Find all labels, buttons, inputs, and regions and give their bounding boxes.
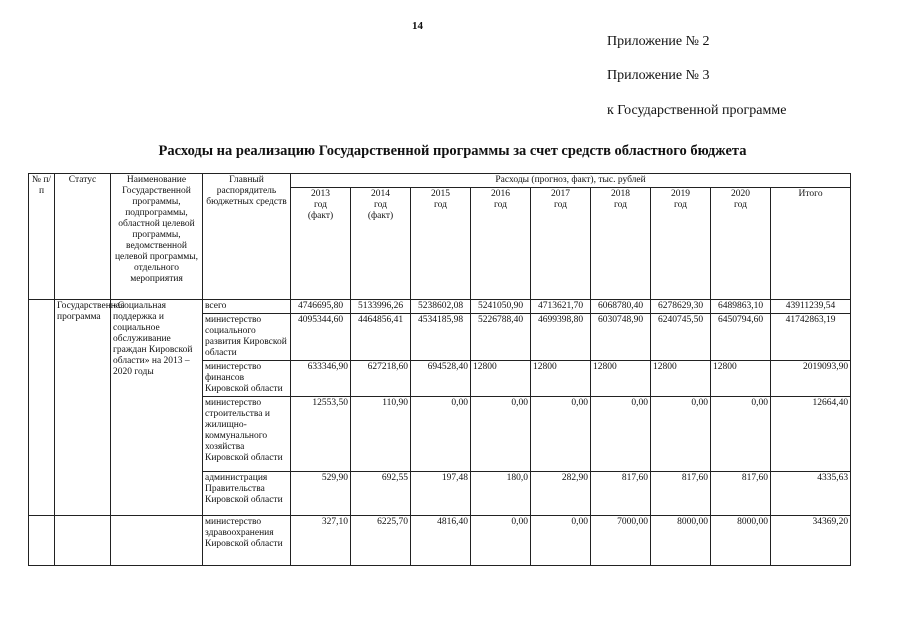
cell-value: 817,60 — [591, 472, 651, 516]
cell-manager: министерство строительства и жилищно-коммунального хозяйства Кировской области — [203, 397, 291, 472]
cell-value: 0,00 — [591, 397, 651, 472]
cell-value: 0,00 — [531, 397, 591, 472]
cell-manager: министерство социального развития Кировской области — [203, 314, 291, 361]
cell-value: 282,90 — [531, 472, 591, 516]
cell-value: 529,90 — [291, 472, 351, 516]
table-row — [29, 516, 851, 566]
cell-value: 0,00 — [471, 516, 531, 566]
table-row — [29, 300, 851, 314]
cell-total: 12664,40 — [771, 397, 851, 472]
cell-value: 6030748,90 — [591, 314, 651, 361]
header-num: № п/п — [29, 174, 55, 300]
cell-value: 6225,70 — [351, 516, 411, 566]
header-year-2015 — [411, 188, 471, 300]
header-year-2016 — [471, 188, 531, 300]
header-year-unit: год — [554, 200, 567, 210]
header-year-note: (факт) — [307, 211, 334, 221]
header-year-2017 — [531, 188, 591, 300]
cell-value: 8000,00 — [651, 516, 711, 566]
cell-value: 0,00 — [411, 397, 471, 472]
cell-value: 6489863,10 — [711, 300, 771, 314]
cell-value: 12800 — [531, 361, 591, 397]
header-year-unit: год — [374, 200, 387, 210]
cell-status: Государственная программа — [55, 300, 111, 516]
cell-value: 692,55 — [351, 472, 411, 516]
cell-total: 4335,63 — [771, 472, 851, 516]
cell-value: 4699398,80 — [531, 314, 591, 361]
cell-value: 327,10 — [291, 516, 351, 566]
cell-value: 4095344,60 — [291, 314, 351, 361]
cell-value: 12800 — [591, 361, 651, 397]
cell-value: 633346,90 — [291, 361, 351, 397]
header-year-unit: год — [494, 200, 507, 210]
header-year-unit: год — [734, 200, 747, 210]
cell-program-name — [111, 516, 203, 566]
cell-manager: министерство здравоохранения Кировской области — [203, 516, 291, 566]
cell-value: 817,60 — [651, 472, 711, 516]
cell-num — [29, 300, 55, 516]
cell-value: 5226788,40 — [471, 314, 531, 361]
cell-value: 0,00 — [471, 397, 531, 472]
cell-value: 12800 — [711, 361, 771, 397]
cell-value: 694528,40 — [411, 361, 471, 397]
header-year-unit: год — [314, 200, 327, 210]
cell-value: 8000,00 — [711, 516, 771, 566]
cell-value: 817,60 — [711, 472, 771, 516]
header-total: Итого — [771, 188, 851, 300]
cell-value: 180,0 — [471, 472, 531, 516]
header-name: Наименование Государственной программы, подпрограммы, областной целевой программы, ведомственной целевой программы, отдельного мероприятия — [111, 174, 203, 300]
header-year-unit: год — [434, 200, 447, 210]
header-year-unit: год — [674, 200, 687, 210]
page-number: 14 — [412, 20, 423, 32]
header-year-unit: год — [614, 200, 627, 210]
appendix-line-1: Приложение № 2 — [607, 34, 710, 49]
header-year-2019 — [651, 188, 711, 300]
cell-total: 34369,20 — [771, 516, 851, 566]
appendix-line-3: к Государственной программе — [607, 103, 787, 118]
header-year-year: 2014 — [371, 189, 390, 199]
cell-value: 4746695,80 — [291, 300, 351, 314]
header-year-2018 — [591, 188, 651, 300]
cell-value: 4816,40 — [411, 516, 471, 566]
cell-value: 5133996,26 — [351, 300, 411, 314]
header-year-2014 — [351, 188, 411, 300]
cell-value: 4534185,98 — [411, 314, 471, 361]
cell-value: 197,48 — [411, 472, 471, 516]
header-status: Статус — [55, 174, 111, 300]
cell-program-name: «Социальная поддержка и социальное обслуживание граждан Кировской области» на 2013 – 2020 годы — [111, 300, 203, 516]
cell-value: 6240745,50 — [651, 314, 711, 361]
header-year-year: 2016 — [491, 189, 510, 199]
header-year-year: 2017 — [551, 189, 570, 199]
header-year-2013 — [291, 188, 351, 300]
header-manager: Главный распорядитель бюджетных средств — [203, 174, 291, 300]
cell-value: 6068780,40 — [591, 300, 651, 314]
budget-table — [28, 173, 851, 566]
cell-total: 43911239,54 — [771, 300, 851, 314]
cell-total: 2019093,90 — [771, 361, 851, 397]
cell-value: 7000,00 — [591, 516, 651, 566]
header-year-year: 2019 — [671, 189, 690, 199]
cell-value: 6450794,60 — [711, 314, 771, 361]
cell-value: 0,00 — [651, 397, 711, 472]
header-year-year: 2018 — [611, 189, 630, 199]
cell-manager: всего — [203, 300, 291, 314]
cell-value: 5241050,90 — [471, 300, 531, 314]
cell-value: 627218,60 — [351, 361, 411, 397]
cell-manager: министерство финансов Кировской области — [203, 361, 291, 397]
appendix-line-2: Приложение № 3 — [607, 68, 710, 83]
cell-value: 0,00 — [711, 397, 771, 472]
cell-status — [55, 516, 111, 566]
header-year-year: 2020 — [731, 189, 750, 199]
cell-value: 12553,50 — [291, 397, 351, 472]
cell-manager: администрация Правительства Кировской области — [203, 472, 291, 516]
header-year-year: 2013 — [311, 189, 330, 199]
header-year-note: (факт) — [367, 211, 394, 221]
cell-value: 0,00 — [531, 516, 591, 566]
document-title: Расходы на реализацию Государственной программы за счет средств областного бюджета — [158, 143, 747, 159]
cell-value: 4464856,41 — [351, 314, 411, 361]
cell-value: 5238602,08 — [411, 300, 471, 314]
cell-value: 12800 — [471, 361, 531, 397]
cell-value: 110,90 — [351, 397, 411, 472]
cell-num — [29, 516, 55, 566]
header-year-year: 2015 — [431, 189, 450, 199]
cell-value: 4713621,70 — [531, 300, 591, 314]
header-year-2020 — [711, 188, 771, 300]
cell-total: 41742863,19 — [771, 314, 851, 361]
header-expenses: Расходы (прогноз, факт), тыс. рублей — [291, 174, 851, 188]
cell-value: 12800 — [651, 361, 711, 397]
cell-value: 6278629,30 — [651, 300, 711, 314]
